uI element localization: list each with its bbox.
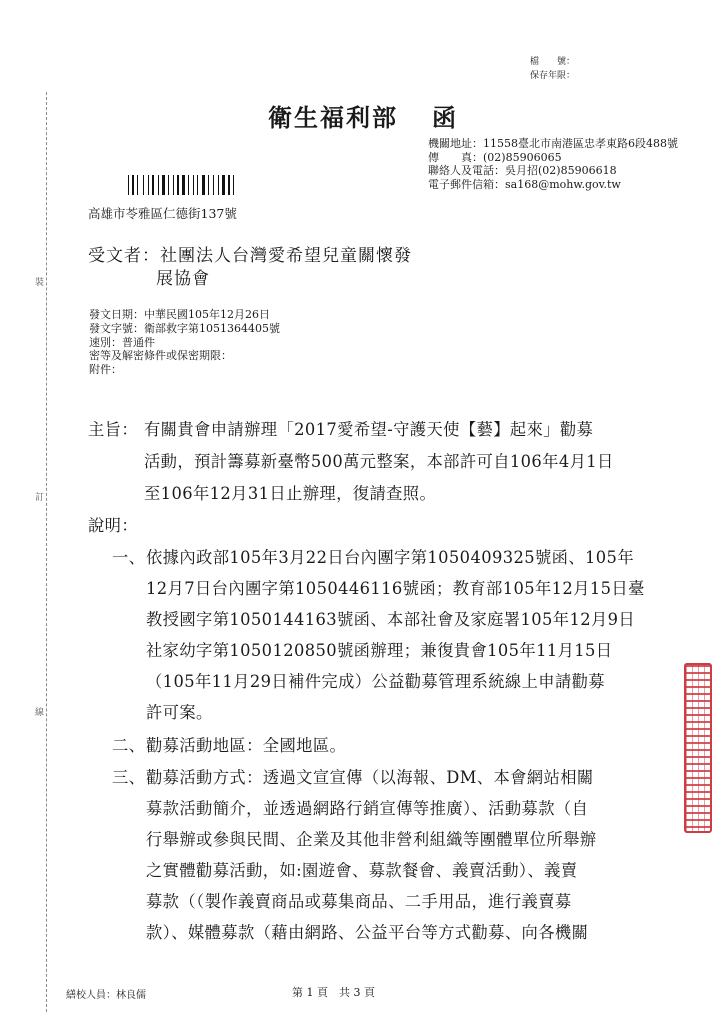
explanation-line: 12月7日台內團字第1050446116號函；教育部105年12月15日臺 — [146, 579, 645, 598]
barcode — [128, 175, 278, 195]
explanation-line: 勸募活動方式：透過文宣宣傳（以海報、DM、本會網站相關 — [146, 768, 594, 787]
recipient-name-line2: 展協會 — [156, 269, 210, 289]
binding-line — [46, 92, 47, 1012]
agency-address: 機關地址：11558臺北市南港區忠孝東路6段488號 — [428, 137, 678, 150]
agency-fax: 傳 真：(02)85906065 — [428, 150, 562, 164]
page-title — [268, 98, 458, 133]
explanation-item-marker: 三、 — [112, 768, 146, 787]
explanation-item-marker: 二、 — [112, 736, 146, 755]
explanation-line: 之實體勸募活動，如:園遊會、募款餐會、義賣活動）、義賣 — [146, 861, 578, 880]
binding-mark-top: 裝 — [35, 278, 45, 288]
page-number: 第 1 頁 共 3 頁 — [292, 986, 375, 999]
subject-line: 有關貴會申請辦理「2017愛希望-守護天使【藝】起來」勸募 — [144, 420, 594, 439]
binding-mark-bottom: 線 — [35, 708, 45, 718]
reference-number: 發文字號：衛部救字第1051364405號 — [89, 321, 280, 335]
issue-date: 發文日期：中華民國105年12月26日 — [89, 308, 270, 321]
document-type: 函 — [432, 103, 458, 132]
explanation-line: 募款活動簡介，並透過網路行銷宣傳等推廣）、活動募款（自 — [146, 799, 589, 818]
explanation-line: 教授國字第1050144163號函、本部社會及家庭署105年12月9日 — [146, 610, 636, 629]
document-meta — [89, 308, 280, 377]
subject-line: 至106年12月31日止辦理，復請查照。 — [144, 484, 437, 503]
attachments: 附件： — [89, 363, 122, 377]
subject-label: 主旨： — [88, 420, 139, 439]
agency-email: 電子郵件信箱：sa168@mohw.gov.tw — [428, 177, 621, 191]
agency-name: 衛生福利部 — [268, 103, 398, 132]
file-number-label: 檔 號： — [530, 57, 576, 67]
recipient-block — [88, 245, 412, 291]
secrecy-level: 密等及解密條件或保密期限： — [89, 349, 232, 363]
retention-period-label: 保存年限： — [530, 71, 576, 81]
explanation-label: 說明： — [88, 516, 139, 535]
explanation-line: 依據內政部105年3月22日台內團字第1050409325號函、105年 — [146, 548, 634, 567]
subject-line: 活動，預計籌募新臺幣500萬元整案，本部許可自106年4月1日 — [144, 452, 614, 471]
agency-contact: 聯絡人及電話：吳月招(02)85906618 — [428, 164, 617, 177]
explanation-line: 行舉辦或參與民間、企業及其他非營利組織等團體單位所舉辦 — [146, 830, 597, 849]
recipient-label: 受文者： — [88, 246, 160, 266]
delivery-speed: 速別：普通件 — [89, 335, 155, 349]
official-seal-stamp — [684, 663, 712, 833]
explanation-line: 許可案。 — [146, 703, 213, 722]
explanation-line: 款）、媒體募款（藉由網路、公益平台等方式勸募、向各機關 — [146, 923, 589, 942]
recipient-name-line1: 社團法人台灣愛希望兒童關懷發 — [160, 246, 412, 266]
explanation-line: 勸募活動地區：全國地區。 — [146, 736, 347, 755]
agency-info — [428, 137, 678, 191]
explanation-item-marker: 一、 — [112, 548, 146, 567]
explanation-line: 募款（（製作義賣商品或募集商品、二手用品，進行義賣募 — [146, 892, 572, 911]
binding-mark-middle: 訂 — [35, 493, 45, 503]
explanation-line: 社家幼字第1050120850號函辦理；兼復貴會105年11月15日 — [146, 641, 613, 660]
recipient-address: 高雄市苓雅區仁德街137號 — [88, 206, 237, 221]
proofreader: 繕校人員：林良儒 — [66, 990, 146, 1001]
explanation-line: （105年11月29日補件完成）公益勸募管理系統線上申請勸募 — [146, 672, 605, 691]
